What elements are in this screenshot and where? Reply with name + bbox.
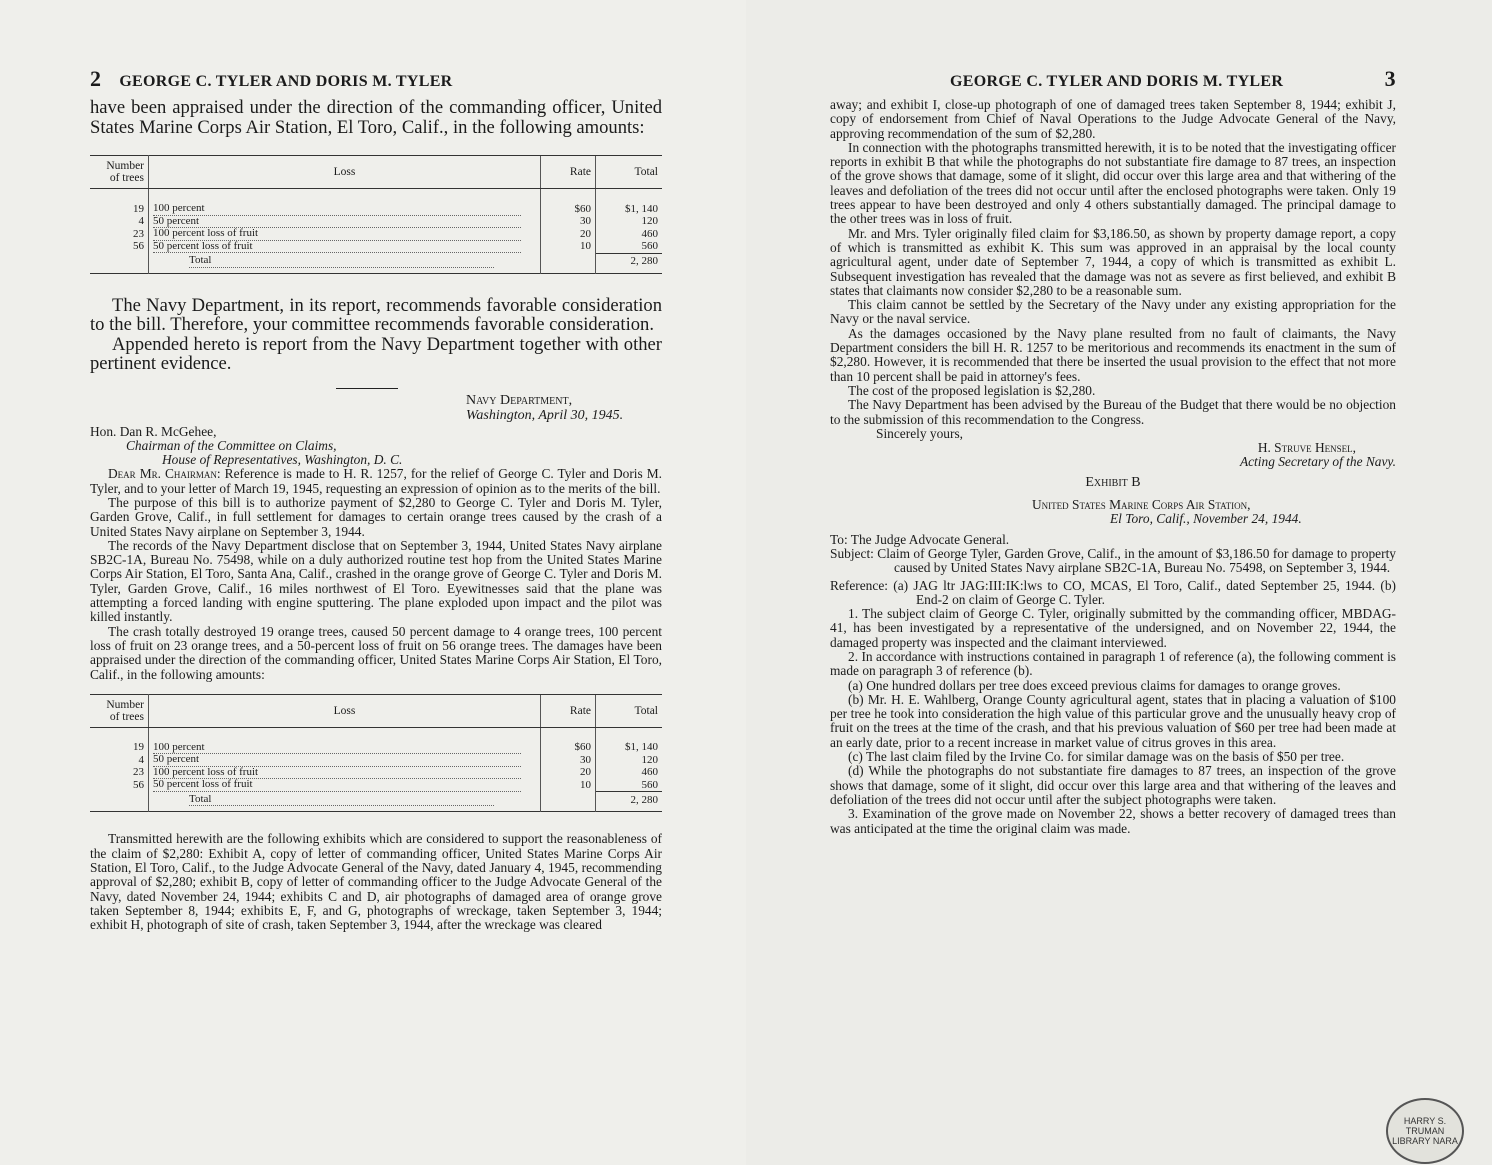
loss-label: 50 percent (153, 216, 521, 229)
loss-label: 100 percent loss of fruit (153, 767, 521, 780)
cell-trees: 4 (90, 216, 149, 229)
table-header-row (90, 694, 662, 727)
letter-paragraph (90, 467, 662, 496)
memo-paragraph: (c) The last claim filed by the Irvine Co. for similar damage was on the basis of $50 per tree. (848, 749, 1345, 765)
letter-date: Washington, April 30, 1945. (466, 407, 624, 423)
addressee-name: Hon. Dan R. McGehee, (90, 423, 217, 439)
appended-paragraph: Appended hereto is report from the Navy Department together with other pertinent evidence. (90, 333, 662, 374)
running-head (830, 66, 1396, 92)
cell-total: 120 (596, 754, 663, 767)
cell-loss (149, 754, 541, 767)
col-loss: Loss (149, 156, 541, 189)
cell-loss (149, 241, 541, 254)
letter-paragraph: As the damages occasioned by the Navy plane resulted from no fault of claimants, the Navy Department considers the bill H. R. 1257 to be meritorious and recommends its enactment in the sum of $2,280. However, it is recommended that there be inserted the usual provision to the effect that not more than 10 percent shall be paid in attorney's fees. (830, 325, 1396, 384)
cell-rate: 20 (541, 767, 596, 780)
memo-subject: Subject: Claim of George Tyler, Garden Grove, Calif., in the amount of $3,186.50 for damage to property caused by United States Navy airplane SB2C-1A, Bureau No. 75498, on September 3, 1944. (830, 545, 1396, 576)
loss-label: 100 percent (153, 742, 521, 755)
table-row (90, 241, 662, 254)
addressee-title: Chairman of the Committee on Claims, (126, 437, 337, 453)
appraisal-table-2 (90, 694, 662, 813)
table-row (90, 779, 662, 792)
memo-paragraph: (b) Mr. H. E. Wahlberg, Orange County agricultural agent, states that in placing a valuation of $100 per tree he took into consideration the high value of this particular grove and the unusually heavy crop of fruit on the trees at the time of the crash, and that his previous valuation of $60 per tree had been made at an early date, prior to a recent increase in market value of citrus groves in this area. (830, 691, 1396, 750)
letter-paragraph: Mr. and Mrs. Tyler originally filed claim for $3,186.50, as shown by property damage report, a copy of which is transmitted as exhibit K. This sum was approved in an appraisal by the local county agricultural agent, under date of September 7, 1944, a copy of which is transmitted as exhibit L. Subsequent investigation has revealed that the damage was not as severe as first believed, and exhibit B states that claimants now consider $2,280 to be a reasonable sum. (830, 225, 1396, 298)
cell-total: $1, 140 (596, 203, 663, 216)
closing: Sincerely yours, (876, 425, 964, 441)
salutation: Dear Mr. Chairman: (108, 466, 221, 482)
cell-rate: $60 (541, 203, 596, 216)
letter-paragraph: The records of the Navy Department disclose that on September 3, 1944, United States Navy airplane SB2C-1A, Bureau No. 75498, while on a duly authorized routine test hop from the United States Marine Corps Air Station, El Toro, Santa Ana, Calif., crashed in the orange grove of George C. Tyler and Doris M. Tyler, Garden Grove, Calif., 16 miles northwest of El Toro. Eyewitnesses said that the plane was attempting a forced landing with engine sputtering. The plane exploded upon impact and the pilot was killed instantly. (90, 537, 662, 625)
memo-paragraph: 1. The subject claim of George C. Tyler, originally submitted by the commanding officer, MBDAG-41, has been investigated by a representative of the undersigned, and on November 22, 1944, the damaged property was inspected and the claimant interviewed. (830, 606, 1396, 650)
appraisal-table (90, 155, 662, 274)
header-title: GEORGE C. TYLER AND DORIS M. TYLER (950, 73, 1284, 90)
letter-department: Navy Department, (466, 392, 573, 408)
intro-paragraph: have been appraised under the direction of the commanding officer, United States Marine Corps Air Station, El Toro, Calif., in the following amounts: (90, 97, 662, 138)
page-number: 2 (90, 66, 102, 91)
col-number-of-trees: Number of trees (90, 694, 149, 727)
right-page (746, 0, 1492, 1165)
letter-paragraph: In connection with the photographs transmitted herewith, it is to be noted that the investigating officer reports in exhibit B that while the photographs do not substantiate fire damage to 87 trees, an inspection of the grove shows that damage, some of it slight, did occur over this large area and that withering of the leaves and defoliation of the trees did not occur until after the enclosed photographs were taken. Only 19 trees appear to have been destroyed and only 4 others substantially damaged. The principal damage to the other trees was in loss of fruit. (830, 139, 1396, 227)
col-rate: Rate (541, 156, 596, 189)
cell-trees: 23 (90, 767, 149, 780)
cell-trees: 4 (90, 754, 149, 767)
table-total-row (90, 792, 662, 812)
loss-label: 50 percent loss of fruit (153, 779, 521, 792)
cell-loss (149, 203, 541, 216)
cell-trees: 19 (90, 742, 149, 755)
cell-total: $1, 140 (596, 742, 663, 755)
section-rule (336, 388, 398, 389)
letter-paragraph: The purpose of this bill is to authorize payment of $2,280 to George C. Tyler and Doris M. Tyler, Garden Grove, Calif., in full settlement for damages to certain orange trees caused by the crash of a United States Navy airplane on September 3, 1944. (90, 494, 662, 539)
station-name: United States Marine Corps Air Station, (1032, 497, 1251, 513)
cell-trees: 56 (90, 779, 149, 792)
memo-to: To: The Judge Advocate General. (830, 531, 1010, 547)
col-number-of-trees: Number of trees (90, 156, 149, 189)
table-total-row (90, 253, 662, 273)
col-rate: Rate (541, 694, 596, 727)
cell-loss (149, 779, 541, 792)
truman-library-stamp (1386, 1098, 1464, 1164)
loss-label: 50 percent loss of fruit (153, 241, 521, 254)
cell-loss (149, 228, 541, 241)
memo-paragraph: (d) While the photographs do not substantiate fire damages to 87 trees, an inspection of the grove shows that damage, some of it slight, did occur over this large area and that withering of the leaves and defoliation of the trees did not occur until after the subject photographs were taken. (830, 763, 1396, 807)
letter-paragraph-text: Reference is made to H. R. 1257, for the relief of George C. Tyler and Doris M. Tyler, and to your letter of March 19, 1945, requesting an expression of opinion as to the merits of the bill. (90, 466, 662, 496)
memo-paragraph: (a) One hundred dollars per tree does exceed previous claims for damages to orange groves. (848, 677, 1341, 693)
cell-total: 560 (596, 779, 663, 792)
committee-recommendation: The Navy Department, in its report, recommends favorable consideration to the bill. Therefore, your committee recommends favorable consideration. (90, 294, 662, 335)
cell-total: 460 (596, 767, 663, 780)
total-label: Total (189, 794, 494, 807)
addressee-place: House of Representatives, Washington, D. C. (162, 452, 403, 468)
signer-title: Acting Secretary of the Navy. (1239, 454, 1396, 470)
stamp-text: HARRY S. TRUMAN LIBRARY NARA (1392, 1116, 1458, 1146)
cell-total: 120 (596, 216, 663, 229)
letter-paragraph: The crash totally destroyed 19 orange trees, caused 50 percent damage to 4 orange trees, 100 percent loss of fruit on 23 orange trees, and a 50-percent loss of fruit on 56 orange trees. The damages have been appraised under the direction of the commanding officer, United States Marine Corps Air Station, El Toro, Calif., in the following amounts: (90, 623, 662, 682)
cell-rate: 30 (541, 216, 596, 229)
station-date: El Toro, Calif., November 24, 1944. (1110, 511, 1302, 527)
cell-total-value: 2, 280 (596, 792, 663, 812)
table-header-row (90, 156, 662, 189)
letter-paragraph: The Navy Department has been advised by the Bureau of the Budget that there would be no objection to the submission of this recommendation to the Congress. (830, 397, 1396, 427)
loss-label: 100 percent (153, 203, 521, 216)
total-label: Total (189, 255, 494, 268)
letter-paragraph: The cost of the proposed legislation is $2,280. (848, 382, 1096, 398)
cell-total: 460 (596, 228, 663, 241)
cell-loss (149, 742, 541, 755)
cell-trees: 23 (90, 228, 149, 241)
memo-reference: Reference: (a) JAG ltr JAG:III:IK:lws to CO, MCAS, El Toro, Calif., dated September 25, 1944. (b) End-2 on claim of George C. Tyler. (830, 577, 1396, 607)
letter-paragraph: away; and exhibit I, close-up photograph of one of damaged trees taken September 8, 1944; exhibit J, copy of endorsement from Chief of Naval Operations to the Judge Advocate General of the Navy, approving recommendation of the sum of $2,280. (830, 97, 1396, 141)
cell-rate: 30 (541, 754, 596, 767)
memo-paragraph: 2. In accordance with instructions contained in paragraph 1 of reference (a), the following comment is made on paragraph 3 of reference (b). (830, 648, 1396, 679)
col-total: Total (596, 694, 663, 727)
page-number: 3 (1384, 66, 1396, 91)
cell-rate: 20 (541, 228, 596, 241)
letter-paragraph: This claim cannot be settled by the Secretary of the Navy under any existing appropriation for the Navy or the naval service. (830, 297, 1396, 327)
cell-rate: $60 (541, 742, 596, 755)
exhibits-paragraph: Transmitted herewith are the following exhibits which are considered to support the reasonableness of the claim of $2,280: Exhibit A, copy of letter of commanding officer, United States Marine Corps Air Station, El Toro, Calif., to the Judge Advocate General of the Navy, dated January 4, 1945, recommending approval of $2,280; exhibit B, copy of letter of commanding officer to the Judge Advocate General of the Navy, dated November 24, 1944; exhibits C and D, air photographs of damaged area of orange grove taken September 8, 1944; exhibits E, F, and G, photographs of wreckage, taken September 3, 1944; exhibit H, photograph of site of crash, taken September 3, 1944, after the wreckage was cleared (90, 831, 662, 933)
col-loss: Loss (149, 694, 541, 727)
memo-paragraph: 3. Examination of the grove made on November 22, shows a better recovery of damaged trees than was anticipated at the time the original claim was made. (830, 806, 1396, 836)
header-title: GEORGE C. TYLER AND DORIS M. TYLER (119, 73, 453, 90)
signer-name: H. Struve Hensel, (1257, 440, 1356, 456)
cell-total-label (149, 253, 541, 273)
cell-total-value: 2, 280 (596, 253, 663, 273)
col-total: Total (596, 156, 663, 189)
cell-total-label (149, 792, 541, 812)
cell-trees: 19 (90, 203, 149, 216)
exhibit-heading: Exhibit B (1085, 474, 1141, 490)
running-head (90, 66, 662, 92)
cell-trees: 56 (90, 241, 149, 254)
cell-total: 560 (596, 241, 663, 254)
loss-label: 100 percent loss of fruit (153, 228, 521, 241)
cell-rate: 10 (541, 779, 596, 792)
table-row (90, 203, 662, 216)
loss-label: 50 percent (153, 754, 521, 767)
table-row (90, 754, 662, 767)
table-row (90, 228, 662, 241)
cell-rate: 10 (541, 241, 596, 254)
